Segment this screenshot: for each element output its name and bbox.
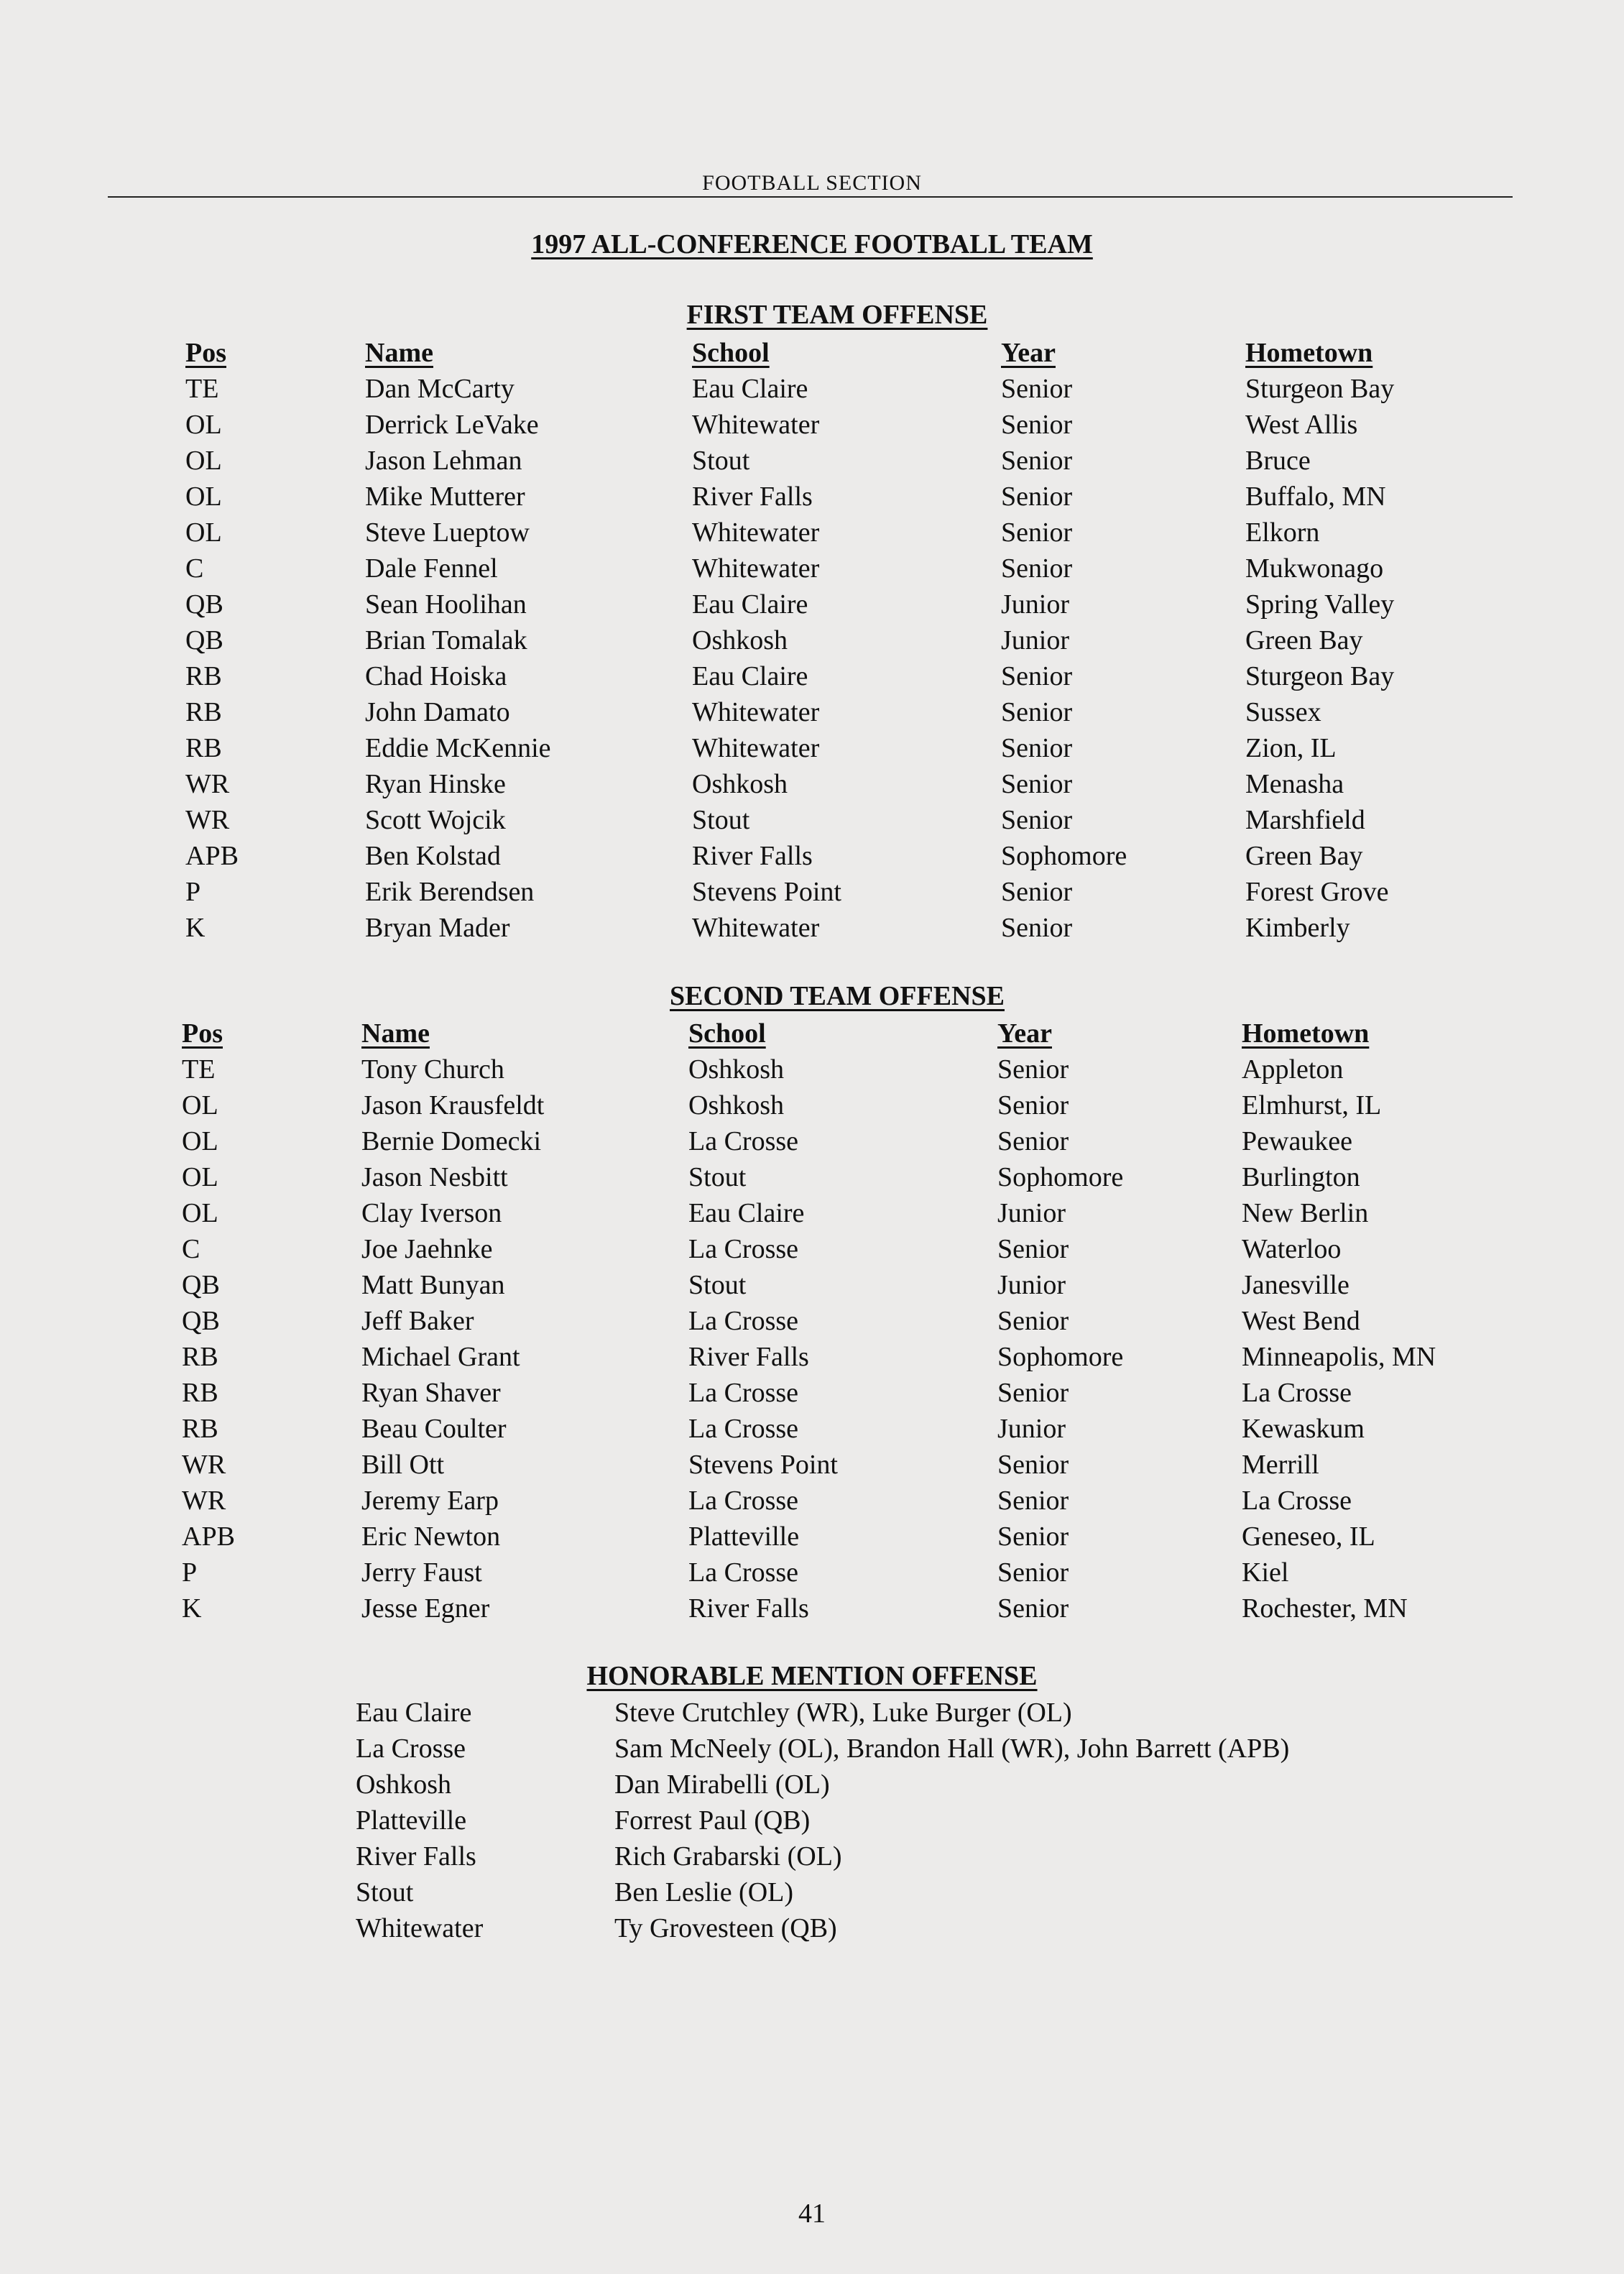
- year-cell: Senior: [1001, 517, 1073, 548]
- school-cell: Stout: [688, 1162, 747, 1192]
- hometown-cell: Sussex: [1245, 697, 1321, 727]
- section-label: FOOTBALL SECTION: [702, 171, 922, 195]
- hometown-cell: Forest Grove: [1245, 877, 1389, 907]
- year-cell: Senior: [1001, 877, 1073, 907]
- player-name-cell: Mike Mutterer: [365, 482, 525, 512]
- year-cell: Junior: [1001, 625, 1069, 655]
- hometown-cell: Zion, IL: [1245, 733, 1337, 763]
- school-cell: River Falls: [688, 1342, 809, 1372]
- school-cell: Stout: [692, 805, 750, 835]
- player-name-cell: Dale Fennel: [365, 553, 498, 584]
- player-name-cell: Steve Lueptow: [365, 517, 530, 548]
- col-hometown-header: [1245, 335, 1533, 371]
- table-row: [185, 551, 1533, 586]
- school-cell: Stout: [692, 446, 750, 476]
- player-name-cell: Beau Coulter: [361, 1414, 507, 1444]
- school-cell: Whitewater: [692, 697, 820, 727]
- hometown-cell: Kewaskum: [1242, 1414, 1365, 1444]
- school-cell: La Crosse: [688, 1378, 799, 1408]
- player-name-cell: Joe Jaehnke: [361, 1234, 493, 1264]
- table-row: [185, 910, 1533, 946]
- table-row: [185, 802, 1533, 838]
- player-name-cell: Michael Grant: [361, 1342, 520, 1372]
- school-cell: Whitewater: [692, 733, 820, 763]
- school-cell: La Crosse: [688, 1414, 799, 1444]
- table-row: [185, 407, 1533, 443]
- year-cell: Senior: [1001, 410, 1073, 440]
- school-cell: Oshkosh: [688, 1054, 785, 1085]
- col-school-header: [688, 1016, 997, 1051]
- list-item: [356, 1767, 1289, 1803]
- player-name-cell: Ryan Hinske: [365, 769, 506, 799]
- year-cell: Sophomore: [1001, 841, 1127, 871]
- player-name-cell: Jason Lehman: [365, 446, 522, 476]
- table-row: [185, 515, 1533, 551]
- table-row: [182, 1339, 1529, 1375]
- table-row: [182, 1195, 1529, 1231]
- col-pos-label: Pos: [182, 1018, 223, 1049]
- table-row: [182, 1555, 1529, 1591]
- school-cell: Oshkosh: [692, 625, 788, 655]
- year-cell: Senior: [1001, 697, 1073, 727]
- pos-cell: QB: [182, 1270, 220, 1300]
- school-cell: Whitewater: [692, 410, 820, 440]
- year-cell: Senior: [997, 1306, 1069, 1336]
- hm-school-cell: Oshkosh: [356, 1769, 452, 1800]
- col-school-header: [692, 335, 1001, 371]
- honorable-mention-table: [356, 1695, 1289, 1946]
- table-header-row: [185, 335, 1533, 371]
- page-title-text: 1997 ALL-CONFERENCE FOOTBALL TEAM: [531, 229, 1093, 259]
- pos-cell: RB: [185, 733, 222, 763]
- second-team-title: [647, 980, 1028, 1012]
- year-cell: Senior: [1001, 482, 1073, 512]
- school-cell: Eau Claire: [692, 661, 808, 691]
- col-year-label: Year: [1001, 338, 1056, 368]
- year-cell: Sophomore: [997, 1162, 1124, 1192]
- col-year-header: [997, 1016, 1242, 1051]
- year-cell: Senior: [997, 1054, 1069, 1085]
- table-row: [185, 622, 1533, 658]
- player-name-cell: Eddie McKennie: [365, 733, 551, 763]
- hometown-cell: Mukwonago: [1245, 553, 1384, 584]
- year-cell: Junior: [997, 1198, 1066, 1228]
- year-cell: Junior: [997, 1414, 1066, 1444]
- school-cell: La Crosse: [688, 1486, 799, 1516]
- table-row: [185, 730, 1533, 766]
- honorable-mention-title-text: HONORABLE MENTION OFFENSE: [586, 1661, 1038, 1691]
- player-name-cell: Brian Tomalak: [365, 625, 527, 655]
- table-row: [182, 1519, 1529, 1555]
- year-cell: Junior: [997, 1270, 1066, 1300]
- school-cell: La Crosse: [688, 1557, 799, 1588]
- list-item: [356, 1803, 1289, 1838]
- year-cell: Senior: [997, 1234, 1069, 1264]
- year-cell: Senior: [1001, 661, 1073, 691]
- pos-cell: OL: [182, 1162, 218, 1192]
- year-cell: Senior: [997, 1557, 1069, 1588]
- player-name-cell: Bill Ott: [361, 1450, 445, 1480]
- player-name-cell: Jerry Faust: [361, 1557, 482, 1588]
- table-row: [182, 1051, 1529, 1087]
- school-cell: Whitewater: [692, 517, 820, 548]
- hometown-cell: Buffalo, MN: [1245, 482, 1386, 512]
- table-row: [185, 371, 1533, 407]
- hm-school-cell: Eau Claire: [356, 1698, 472, 1728]
- col-school-label: School: [692, 338, 770, 368]
- hm-school-cell: La Crosse: [356, 1734, 466, 1764]
- year-cell: Senior: [997, 1486, 1069, 1516]
- pos-cell: OL: [185, 482, 222, 512]
- school-cell: Stout: [688, 1270, 747, 1300]
- pos-cell: TE: [185, 374, 219, 404]
- table-row: [182, 1159, 1529, 1195]
- pos-cell: C: [185, 553, 204, 584]
- pos-cell: QB: [185, 589, 223, 620]
- year-cell: Junior: [1001, 589, 1069, 620]
- player-name-cell: Jesse Egner: [361, 1593, 490, 1624]
- year-cell: Senior: [997, 1090, 1069, 1120]
- hometown-cell: Sturgeon Bay: [1245, 661, 1395, 691]
- school-cell: Stevens Point: [692, 877, 841, 907]
- school-cell: La Crosse: [688, 1234, 799, 1264]
- pos-cell: WR: [182, 1486, 226, 1516]
- pos-cell: RB: [185, 661, 222, 691]
- school-cell: Eau Claire: [692, 374, 808, 404]
- hometown-cell: Burlington: [1242, 1162, 1360, 1192]
- school-cell: La Crosse: [688, 1126, 799, 1156]
- hometown-cell: Janesville: [1242, 1270, 1350, 1300]
- list-item: [356, 1695, 1289, 1731]
- hm-players-cell: Rich Grabarski (OL): [614, 1841, 842, 1872]
- pos-cell: WR: [182, 1450, 226, 1480]
- col-year-header: [1001, 335, 1245, 371]
- pos-cell: QB: [185, 625, 223, 655]
- table-row: [182, 1303, 1529, 1339]
- player-name-cell: Eric Newton: [361, 1522, 501, 1552]
- hometown-cell: Bruce: [1245, 446, 1311, 476]
- hometown-cell: Rochester, MN: [1242, 1593, 1408, 1624]
- col-name-label: Name: [365, 338, 433, 368]
- player-name-cell: Matt Bunyan: [361, 1270, 505, 1300]
- pos-cell: QB: [182, 1306, 220, 1336]
- hometown-cell: Green Bay: [1245, 625, 1363, 655]
- hometown-cell: Appleton: [1242, 1054, 1344, 1085]
- school-cell: Eau Claire: [692, 589, 808, 620]
- table-row: [185, 766, 1533, 802]
- pos-cell: K: [182, 1593, 202, 1624]
- player-name-cell: Tony Church: [361, 1054, 504, 1085]
- school-cell: Platteville: [688, 1522, 800, 1552]
- hometown-cell: Elkorn: [1245, 517, 1320, 548]
- list-item: [356, 1838, 1289, 1874]
- player-name-cell: Dan McCarty: [365, 374, 515, 404]
- hometown-cell: La Crosse: [1242, 1378, 1352, 1408]
- list-item: [356, 1731, 1289, 1767]
- pos-cell: OL: [182, 1090, 218, 1120]
- pos-cell: OL: [182, 1198, 218, 1228]
- hometown-cell: Kimberly: [1245, 913, 1350, 943]
- hm-players-cell: Steve Crutchley (WR), Luke Burger (OL): [614, 1698, 1072, 1728]
- page-number: 41: [798, 2199, 826, 2229]
- list-item: [356, 1910, 1289, 1946]
- pos-cell: OL: [185, 410, 222, 440]
- table-header-row: [182, 1016, 1529, 1051]
- table-row: [182, 1591, 1529, 1626]
- table-row: [182, 1411, 1529, 1447]
- second-team-table: [182, 1016, 1529, 1626]
- school-cell: River Falls: [688, 1593, 809, 1624]
- second-team-title-text: SECOND TEAM OFFENSE: [670, 981, 1005, 1011]
- hm-players-cell: Sam McNeely (OL), Brandon Hall (WR), John Barrett (APB): [614, 1734, 1290, 1764]
- pos-cell: APB: [182, 1522, 235, 1552]
- player-name-cell: John Damato: [365, 697, 510, 727]
- player-name-cell: Sean Hoolihan: [365, 589, 527, 620]
- hometown-cell: Marshfield: [1245, 805, 1365, 835]
- year-cell: Senior: [997, 1450, 1069, 1480]
- hometown-cell: Green Bay: [1245, 841, 1363, 871]
- hm-players-cell: Ty Grovesteen (QB): [614, 1913, 837, 1943]
- school-cell: Eau Claire: [688, 1198, 805, 1228]
- player-name-cell: Jason Krausfeldt: [361, 1090, 545, 1120]
- header-rule: [108, 196, 1513, 198]
- player-name-cell: Erik Berendsen: [365, 877, 535, 907]
- table-row: [185, 479, 1533, 515]
- hometown-cell: Merrill: [1242, 1450, 1319, 1480]
- player-name-cell: Ben Kolstad: [365, 841, 501, 871]
- school-cell: Oshkosh: [688, 1090, 785, 1120]
- player-name-cell: Ryan Shaver: [361, 1378, 501, 1408]
- table-row: [185, 694, 1533, 730]
- hm-players-cell: Dan Mirabelli (OL): [614, 1769, 830, 1800]
- col-school-label: School: [688, 1018, 766, 1049]
- pos-cell: RB: [185, 697, 222, 727]
- col-name-header: [365, 335, 692, 371]
- table-row: [185, 586, 1533, 622]
- page-title: [0, 229, 1624, 260]
- table-row: [185, 443, 1533, 479]
- hometown-cell: Pewaukee: [1242, 1126, 1353, 1156]
- school-cell: La Crosse: [688, 1306, 799, 1336]
- player-name-cell: Jeremy Earp: [361, 1486, 499, 1516]
- hm-school-cell: Platteville: [356, 1805, 467, 1836]
- hometown-cell: Menasha: [1245, 769, 1344, 799]
- table-row: [182, 1447, 1529, 1483]
- hm-school-cell: River Falls: [356, 1841, 476, 1872]
- hometown-cell: Waterloo: [1242, 1234, 1342, 1264]
- col-hometown-label: Hometown: [1245, 338, 1373, 368]
- player-name-cell: Scott Wojcik: [365, 805, 506, 835]
- pos-cell: OL: [185, 446, 222, 476]
- school-cell: Whitewater: [692, 553, 820, 584]
- table-row: [182, 1267, 1529, 1303]
- pos-cell: WR: [185, 769, 230, 799]
- pos-cell: C: [182, 1234, 200, 1264]
- pos-cell: OL: [185, 517, 222, 548]
- year-cell: Senior: [1001, 769, 1073, 799]
- pos-cell: RB: [182, 1414, 218, 1444]
- hometown-cell: West Bend: [1242, 1306, 1360, 1336]
- year-cell: Sophomore: [997, 1342, 1124, 1372]
- table-row: [182, 1375, 1529, 1411]
- player-name-cell: Clay Iverson: [361, 1198, 502, 1228]
- col-pos-label: Pos: [185, 338, 226, 368]
- hometown-cell: Minneapolis, MN: [1242, 1342, 1436, 1372]
- honorable-mention-title: [503, 1660, 1121, 1692]
- pos-cell: P: [182, 1557, 198, 1588]
- list-item: [356, 1874, 1289, 1910]
- hometown-cell: New Berlin: [1242, 1198, 1369, 1228]
- player-name-cell: Chad Hoiska: [365, 661, 507, 691]
- col-year-label: Year: [997, 1018, 1052, 1049]
- col-pos-header: [185, 335, 365, 371]
- hm-school-cell: Stout: [356, 1877, 414, 1907]
- pos-cell: P: [185, 877, 201, 907]
- year-cell: Senior: [1001, 374, 1073, 404]
- school-cell: Whitewater: [692, 913, 820, 943]
- table-row: [182, 1483, 1529, 1519]
- year-cell: Senior: [1001, 805, 1073, 835]
- school-cell: River Falls: [692, 482, 813, 512]
- school-cell: Stevens Point: [688, 1450, 838, 1480]
- first-team-title-text: FIRST TEAM OFFENSE: [686, 300, 988, 330]
- col-hometown-header: [1242, 1016, 1529, 1051]
- year-cell: Senior: [1001, 913, 1073, 943]
- year-cell: Senior: [997, 1126, 1069, 1156]
- pos-cell: WR: [185, 805, 230, 835]
- table-row: [182, 1123, 1529, 1159]
- hometown-cell: Geneseo, IL: [1242, 1522, 1375, 1552]
- col-hometown-label: Hometown: [1242, 1018, 1370, 1049]
- hm-school-cell: Whitewater: [356, 1913, 484, 1943]
- table-row: [185, 874, 1533, 910]
- table-row: [182, 1087, 1529, 1123]
- hm-players-cell: Ben Leslie (OL): [614, 1877, 794, 1907]
- col-name-label: Name: [361, 1018, 430, 1049]
- first-team-table: [185, 335, 1533, 946]
- first-team-title: [668, 299, 1006, 331]
- player-name-cell: Bernie Domecki: [361, 1126, 542, 1156]
- pos-cell: RB: [182, 1378, 218, 1408]
- table-row: [182, 1231, 1529, 1267]
- table-row: [185, 658, 1533, 694]
- col-pos-header: [182, 1016, 361, 1051]
- col-name-header: [361, 1016, 688, 1051]
- year-cell: Senior: [1001, 446, 1073, 476]
- player-name-cell: Derrick LeVake: [365, 410, 539, 440]
- pos-cell: TE: [182, 1054, 216, 1085]
- hometown-cell: West Allis: [1245, 410, 1358, 440]
- hometown-cell: Elmhurst, IL: [1242, 1090, 1382, 1120]
- year-cell: Senior: [997, 1593, 1069, 1624]
- hometown-cell: Kiel: [1242, 1557, 1289, 1588]
- player-name-cell: Jason Nesbitt: [361, 1162, 508, 1192]
- year-cell: Senior: [1001, 553, 1073, 584]
- year-cell: Senior: [1001, 733, 1073, 763]
- hm-players-cell: Forrest Paul (QB): [614, 1805, 811, 1836]
- pos-cell: OL: [182, 1126, 218, 1156]
- player-name-cell: Bryan Mader: [365, 913, 510, 943]
- player-name-cell: Jeff Baker: [361, 1306, 474, 1336]
- school-cell: River Falls: [692, 841, 813, 871]
- school-cell: Oshkosh: [692, 769, 788, 799]
- pos-cell: K: [185, 913, 206, 943]
- hometown-cell: Sturgeon Bay: [1245, 374, 1395, 404]
- pos-cell: APB: [185, 841, 239, 871]
- pos-cell: RB: [182, 1342, 218, 1372]
- year-cell: Senior: [997, 1522, 1069, 1552]
- hometown-cell: La Crosse: [1242, 1486, 1352, 1516]
- hometown-cell: Spring Valley: [1245, 589, 1395, 620]
- year-cell: Senior: [997, 1378, 1069, 1408]
- table-row: [185, 838, 1533, 874]
